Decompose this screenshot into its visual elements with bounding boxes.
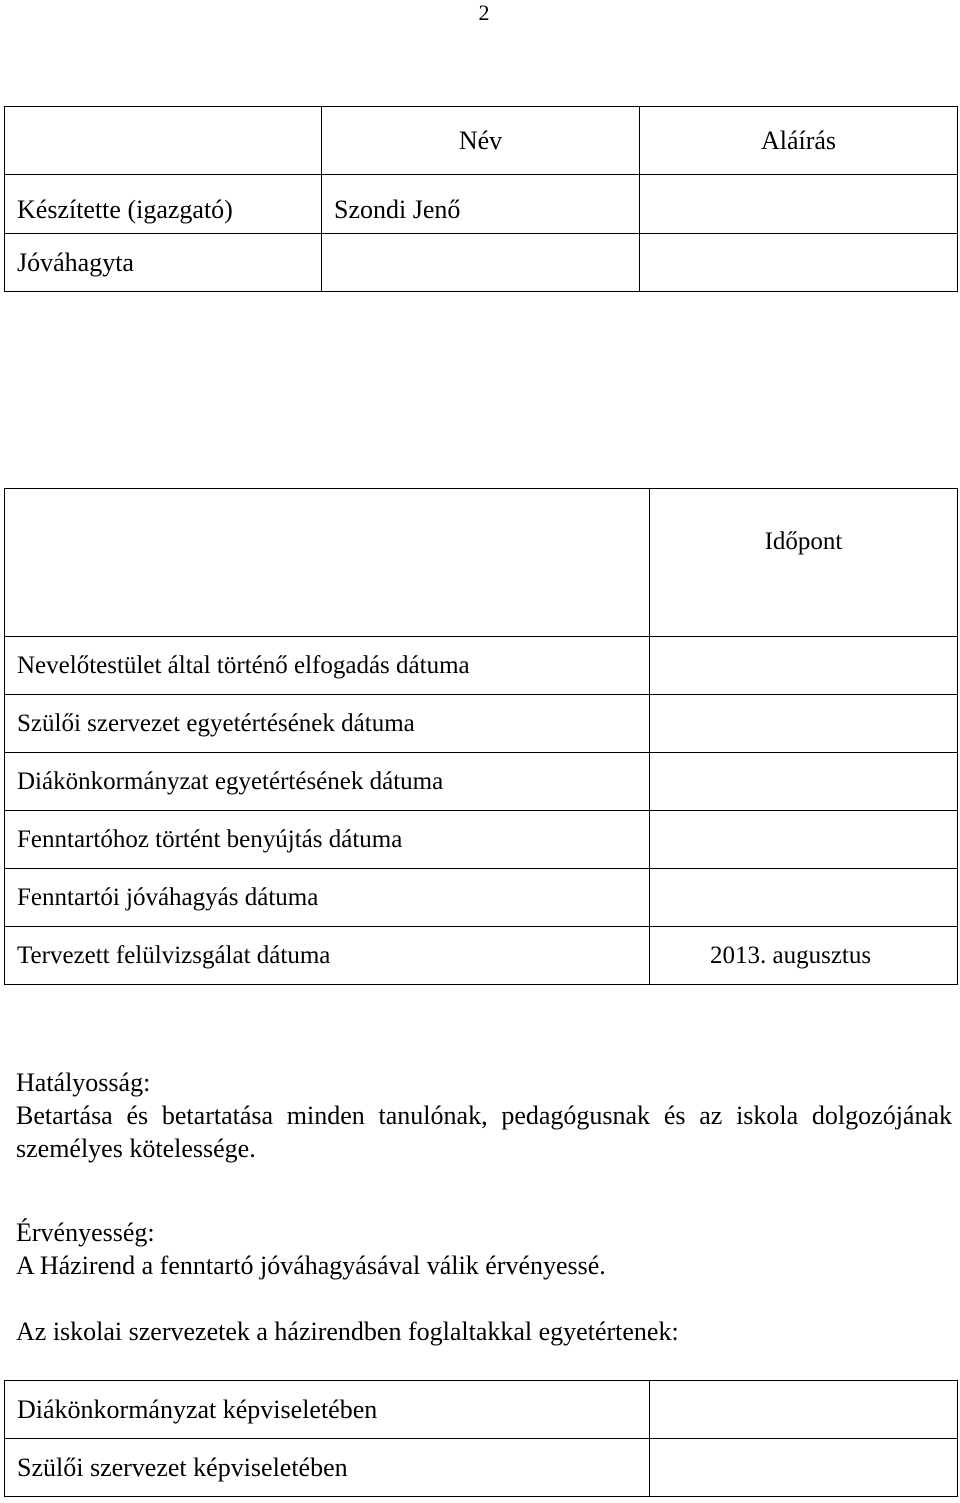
agreement-table <box>4 1380 958 1497</box>
page-number: 2 <box>478 0 490 25</box>
name-column-header: Név <box>322 107 640 175</box>
name-cell <box>322 234 640 292</box>
date-value-cell <box>650 811 958 869</box>
signature-cell <box>640 234 958 292</box>
date-value-cell <box>650 869 958 927</box>
date-label-cell: Diákönkormányzat egyetértésének dátuma <box>5 753 650 811</box>
dates-table-header-row <box>5 489 958 637</box>
date-value-cell <box>650 637 958 695</box>
date-value-cell: 2013. augusztus <box>650 927 958 985</box>
dates-table-row <box>5 927 958 985</box>
dates-table-row <box>5 637 958 695</box>
ervenyesseg-text: A Házirend a fenntartó jóváhagyásával válik érvényessé. <box>16 1251 606 1280</box>
dates-table-row <box>5 695 958 753</box>
agreement-label-cell: Diákönkormányzat képviseletében <box>5 1381 650 1439</box>
ervenyesseg-title: Érvényesség: <box>16 1218 155 1247</box>
signature-column-header: Aláírás <box>640 107 958 175</box>
date-label-cell: Fenntartóhoz történt benyújtás dátuma <box>5 811 650 869</box>
role-cell: Jóváhagyta <box>5 234 322 292</box>
date-label-cell: Szülői szervezet egyetértésének dátuma <box>5 695 650 753</box>
dates-table-row <box>5 753 958 811</box>
agreement-table-row <box>5 1381 958 1439</box>
signature-table-header-row <box>5 107 958 175</box>
date-value-cell <box>650 695 958 753</box>
dates-table <box>4 488 958 985</box>
role-cell: Készítette (igazgató) <box>5 175 322 234</box>
date-label-cell: Fenntartói jóváhagyás dátuma <box>5 869 650 927</box>
signature-table-corner-cell <box>5 107 322 175</box>
date-label-cell: Nevelőtestület által történő elfogadás dátuma <box>5 637 650 695</box>
hatalyossag-title: Hatályosság: <box>16 1068 151 1097</box>
time-column-header: Időpont <box>650 489 958 637</box>
agreement-table-row <box>5 1439 958 1497</box>
date-value-cell <box>650 753 958 811</box>
agreement-intro: Az iskolai szervezetek a házirendben foglaltakkal egyetértenek: <box>16 1317 679 1346</box>
name-cell: Szondi Jenő <box>322 175 640 234</box>
dates-table-row <box>5 869 958 927</box>
signature-cell <box>640 175 958 234</box>
dates-table-row <box>5 811 958 869</box>
signature-table <box>4 106 958 292</box>
signature-table-row <box>5 234 958 292</box>
date-label-cell: Tervezett felülvizsgálat dátuma <box>5 927 650 985</box>
dates-table-corner-cell <box>5 489 650 637</box>
ervenyesseg-section <box>16 1216 952 1282</box>
agreement-value-cell <box>650 1439 958 1497</box>
signature-table-row <box>5 175 958 234</box>
hatalyossag-section <box>16 1066 952 1165</box>
agreement-label-cell: Szülői szervezet képviseletében <box>5 1439 650 1497</box>
hatalyossag-text: Betartása és betartatása minden tanulónak, pedagógusnak és az iskola dolgozójának személyes kötelessége. <box>16 1101 952 1163</box>
agreement-value-cell <box>650 1381 958 1439</box>
